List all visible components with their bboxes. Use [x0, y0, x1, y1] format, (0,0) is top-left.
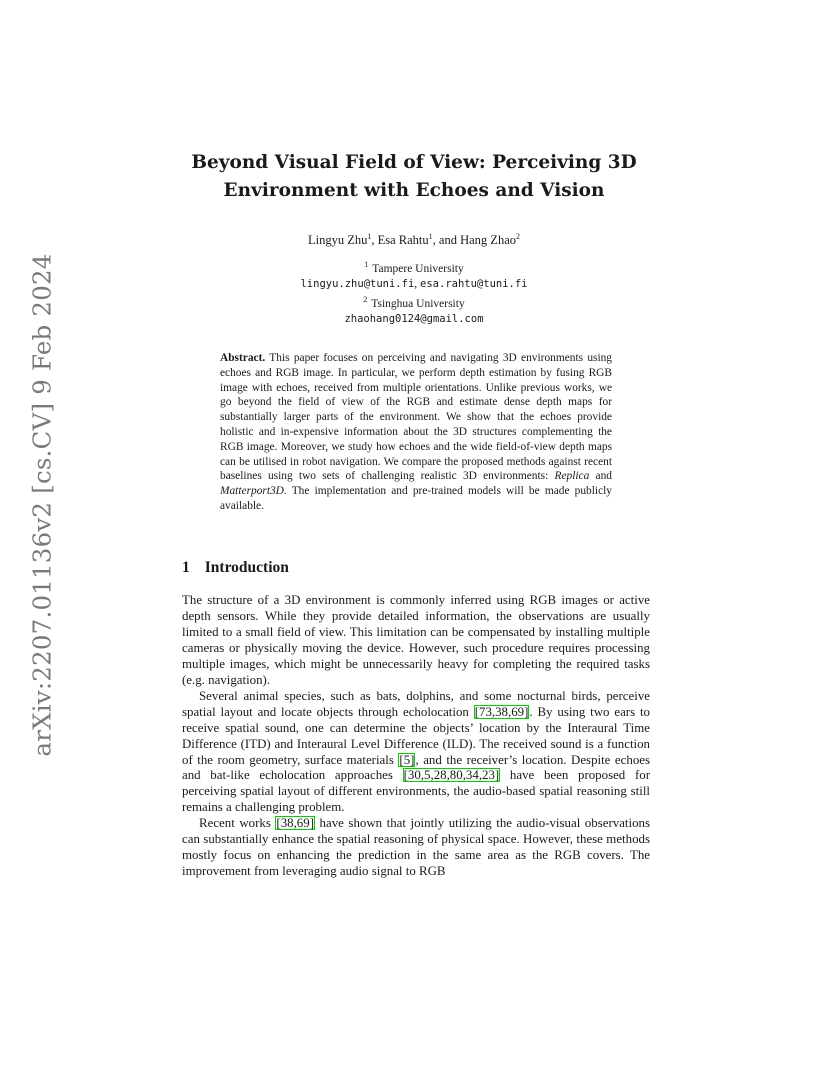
abstract-text: . The implementation and pre-trained models will be made publicly available.	[220, 485, 612, 512]
paragraph-text: have shown that jointly utilizing the audio-visual observations can substantially enhance the spatial reasoning of physical space. However, these methods mostly focus on enhancing the prediction in the same area as the RGB covers. The improvement from leveraging audio signal to RGB	[182, 816, 650, 879]
citation-link[interactable]: [30,5,28,80,34,23]	[403, 768, 500, 783]
author-3-affil: 2	[516, 232, 520, 241]
author-3: Hang Zhao	[460, 233, 516, 248]
dataset-name: Replica	[554, 470, 590, 483]
paragraph-text: . By using two ears to receive spatial sound, one can determine the objects’ location by the Interaural Time Difference (ITD) and Interaural Level Difference (ILD). The received sound is a function of the room geometry, surface materials	[182, 704, 650, 767]
paragraph-2	[182, 689, 650, 817]
arxiv-identifier: arXiv:2207.01136v2 [cs.CV] 9 Feb 2024	[27, 253, 57, 757]
affiliation-1-name: Tampere University	[372, 262, 464, 275]
author-2: Esa Rahtu	[377, 233, 429, 248]
title-line-2: Environment with Echoes and Vision	[223, 180, 605, 201]
affiliation-1	[180, 257, 648, 277]
paragraph-text: Recent works	[199, 816, 276, 831]
title-line-1: Beyond Visual Field of View: Perceiving 3D	[191, 152, 637, 173]
author-separator: , and	[432, 233, 461, 248]
email-link[interactable]: zhaohang0124@gmail.com	[344, 312, 484, 325]
abstract	[220, 351, 612, 514]
paragraph-text: , and the receiver’s location. Despite echoes and bat-like echolocation approaches	[182, 752, 650, 783]
affiliation-2-mark: 2	[363, 294, 368, 304]
affiliations	[180, 257, 648, 327]
affiliation-1-mark: 1	[364, 260, 369, 269]
author-separator: ,	[371, 233, 378, 248]
citation-link[interactable]: [73,38,69]	[474, 704, 529, 719]
paragraph-text: have been proposed for perceiving spatial layout of different environments, the audio-based spatial reasoning still remains a challenging problem.	[182, 768, 650, 815]
abstract-text: This paper focuses on perceiving and navigating 3D environments using echoes and RGB image. In particular, we perform depth estimation by fusing RGB image with echoes, received from multiple orientations. Unlike previous works, we go beyond the field of view of the RGB and estimate dense depth maps for substantially larger parts of the environment. We show that the echoes provide holistic and in-expensive information about the 3D structures complementing the RGB image. Moreover, we study how echoes and the wide field-of-view depth maps can be utilised in robot navigation. We compare the proposed methods against recent baselines using two sets of challenging realistic 3D environments:	[220, 352, 612, 483]
introduction-body	[182, 593, 650, 880]
abstract-text: and	[589, 470, 612, 483]
paper-title	[180, 149, 648, 205]
section-title: Introduction	[204, 559, 289, 576]
paragraph-3	[182, 816, 650, 880]
affiliation-2-name: Tsinghua University	[371, 297, 465, 310]
citation-link[interactable]: [5]	[399, 752, 415, 767]
author-1-affil: 1	[367, 232, 372, 241]
section-heading	[182, 559, 289, 577]
email-link[interactable]: esa.rahtu@tuni.fi	[420, 277, 528, 290]
dataset-name: Matterport3D	[220, 485, 284, 498]
affiliation-1-emails	[180, 277, 648, 292]
arxiv-sidebar	[22, 253, 62, 757]
section-number: 1	[182, 559, 190, 576]
paragraph-text: Several animal species, such as bats, dolphins, and some nocturnal birds, perceive spatial layout and locate objects through echolocation	[182, 688, 650, 719]
affiliation-2	[180, 292, 648, 312]
author-2-affil: 1	[428, 232, 433, 241]
citation-link[interactable]: [38,69]	[276, 816, 314, 831]
email-link[interactable]: lingyu.zhu@tuni.fi	[300, 277, 415, 290]
affiliation-2-emails	[180, 312, 648, 327]
author-list	[180, 228, 648, 249]
abstract-label: Abstract.	[220, 352, 266, 364]
author-1: Lingyu Zhu	[308, 233, 368, 248]
paragraph-1: The structure of a 3D environment is commonly inferred using RGB images or active depth sensors. While they provide detailed information, the observations are usually limited to a small field of view. This limitation can be compensated by installing multiple cameras or physically moving the device. However, such procedure requires processing multiple images, which might be unnecessarily heavy for completing the required tasks (e.g. navigation).	[182, 593, 650, 687]
email-separator: ,	[414, 277, 421, 290]
